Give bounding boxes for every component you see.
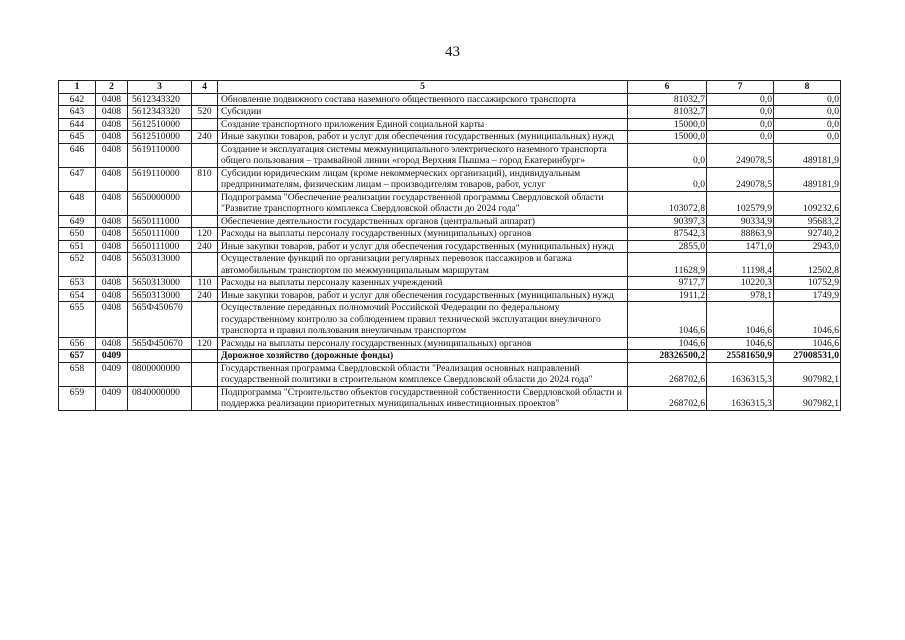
amount-col7: 11198,4 bbox=[707, 253, 774, 277]
target-code: 5650000000 bbox=[128, 191, 192, 215]
amount-col6: 1046,6 bbox=[628, 337, 707, 350]
item-name: Дорожное хозяйство (дорожные фонды) bbox=[218, 350, 628, 363]
table-row bbox=[59, 289, 841, 302]
expense-kind bbox=[192, 215, 218, 228]
amount-col8: 1749,9 bbox=[774, 289, 841, 302]
amount-col7: 0,0 bbox=[707, 93, 774, 106]
amount-col8: 92740,2 bbox=[774, 228, 841, 241]
row-number: 644 bbox=[59, 118, 96, 131]
section-code: 0408 bbox=[96, 337, 128, 350]
section-code: 0409 bbox=[96, 350, 128, 363]
amount-col7: 0,0 bbox=[707, 131, 774, 144]
expense-kind bbox=[192, 350, 218, 363]
amount-col6: 15000,0 bbox=[628, 131, 707, 144]
target-code: 0800000000 bbox=[128, 362, 192, 386]
target-code: 565Ф450670 bbox=[128, 302, 192, 338]
table-row bbox=[59, 143, 841, 167]
target-code: 5650111000 bbox=[128, 240, 192, 253]
expense-kind: 240 bbox=[192, 289, 218, 302]
section-code: 0408 bbox=[96, 167, 128, 191]
row-number: 646 bbox=[59, 143, 96, 167]
table-row bbox=[59, 253, 841, 277]
col-header-2: 2 bbox=[96, 81, 128, 94]
amount-col7: 90334,9 bbox=[707, 215, 774, 228]
section-code: 0408 bbox=[96, 143, 128, 167]
col-header-8: 8 bbox=[774, 81, 841, 94]
table-row bbox=[59, 215, 841, 228]
budget-table bbox=[58, 80, 841, 411]
amount-col7: 0,0 bbox=[707, 106, 774, 119]
table-body bbox=[59, 93, 841, 410]
item-name: Субсидии bbox=[218, 106, 628, 119]
col-header-6: 6 bbox=[628, 81, 707, 94]
item-name: Государственная программа Свердловской области "Реализация основных направлений государственной политики в строительном комплексе Свердловской области до 2024 года" bbox=[218, 362, 628, 386]
amount-col8: 907982,1 bbox=[774, 386, 841, 410]
amount-col6: 103072,8 bbox=[628, 191, 707, 215]
amount-col6: 15000,0 bbox=[628, 118, 707, 131]
target-code: 5650111000 bbox=[128, 215, 192, 228]
table-row bbox=[59, 277, 841, 290]
amount-col8: 1046,6 bbox=[774, 302, 841, 338]
table-row bbox=[59, 228, 841, 241]
section-code: 0408 bbox=[96, 240, 128, 253]
target-code: 5612510000 bbox=[128, 118, 192, 131]
amount-col7: 10220,3 bbox=[707, 277, 774, 290]
col-header-1: 1 bbox=[59, 81, 96, 94]
expense-kind bbox=[192, 118, 218, 131]
row-number: 653 bbox=[59, 277, 96, 290]
section-code: 0408 bbox=[96, 106, 128, 119]
target-code bbox=[128, 350, 192, 363]
row-number: 651 bbox=[59, 240, 96, 253]
table-row bbox=[59, 386, 841, 410]
amount-col6: 28326500,2 bbox=[628, 350, 707, 363]
item-name: Субсидии юридическим лицам (кроме некоммерческих организаций), индивидуальным предпринимателям, физическим лицам – производителям товаров, работ, услуг bbox=[218, 167, 628, 191]
col-header-3: 3 bbox=[128, 81, 192, 94]
amount-col8: 2943,0 bbox=[774, 240, 841, 253]
amount-col8: 95683,2 bbox=[774, 215, 841, 228]
item-name: Создание и эксплуатация системы межмуниципального электрического наземного транспорта общего пользования – трамвайной линии «город Верхняя Пышма – город Екатеринбург» bbox=[218, 143, 628, 167]
item-name: Осуществление функций по организации регулярных перевозок пассажиров и багажа автомобильным транспортом по межмуниципальным маршрутам bbox=[218, 253, 628, 277]
section-code: 0408 bbox=[96, 289, 128, 302]
row-number: 656 bbox=[59, 337, 96, 350]
amount-col6: 0,0 bbox=[628, 167, 707, 191]
amount-col8: 12502,8 bbox=[774, 253, 841, 277]
table-row bbox=[59, 131, 841, 144]
item-name: Подпрограмма "Строительство объектов государственной собственности Свердловской области и поддержка реализации приоритетных муниципальных инвестиционных проектов" bbox=[218, 386, 628, 410]
target-code: 5612343320 bbox=[128, 93, 192, 106]
table-row bbox=[59, 337, 841, 350]
table-row bbox=[59, 191, 841, 215]
item-name: Расходы на выплаты персоналу государственных (муниципальных) органов bbox=[218, 228, 628, 241]
col-header-7: 7 bbox=[707, 81, 774, 94]
item-name: Иные закупки товаров, работ и услуг для обеспечения государственных (муниципальных) нужд bbox=[218, 240, 628, 253]
row-number: 658 bbox=[59, 362, 96, 386]
amount-col8: 489181,9 bbox=[774, 167, 841, 191]
expense-kind bbox=[192, 191, 218, 215]
row-number: 654 bbox=[59, 289, 96, 302]
item-name: Обновление подвижного состава наземного общественного пассажирского транспорта bbox=[218, 93, 628, 106]
expense-kind bbox=[192, 253, 218, 277]
row-number: 655 bbox=[59, 302, 96, 338]
amount-col7: 88863,9 bbox=[707, 228, 774, 241]
amount-col7: 1046,6 bbox=[707, 302, 774, 338]
amount-col7: 1046,6 bbox=[707, 337, 774, 350]
section-code: 0409 bbox=[96, 362, 128, 386]
expense-kind: 120 bbox=[192, 228, 218, 241]
target-code: 5619110000 bbox=[128, 167, 192, 191]
row-number: 643 bbox=[59, 106, 96, 119]
table-row bbox=[59, 93, 841, 106]
target-code: 5650111000 bbox=[128, 228, 192, 241]
expense-kind: 810 bbox=[192, 167, 218, 191]
target-code: 5650313000 bbox=[128, 253, 192, 277]
target-code: 5650313000 bbox=[128, 289, 192, 302]
row-number: 647 bbox=[59, 167, 96, 191]
amount-col8: 27008531,0 bbox=[774, 350, 841, 363]
amount-col7: 1636315,3 bbox=[707, 386, 774, 410]
amount-col8: 0,0 bbox=[774, 118, 841, 131]
amount-col8: 0,0 bbox=[774, 93, 841, 106]
amount-col6: 81032,7 bbox=[628, 106, 707, 119]
amount-col7: 249078,5 bbox=[707, 167, 774, 191]
table-row bbox=[59, 362, 841, 386]
amount-col6: 81032,7 bbox=[628, 93, 707, 106]
item-name: Иные закупки товаров, работ и услуг для обеспечения государственных (муниципальных) нужд bbox=[218, 131, 628, 144]
amount-col6: 268702,6 bbox=[628, 362, 707, 386]
section-code: 0408 bbox=[96, 277, 128, 290]
expense-kind: 240 bbox=[192, 131, 218, 144]
expense-kind: 110 bbox=[192, 277, 218, 290]
row-number: 652 bbox=[59, 253, 96, 277]
amount-col7: 0,0 bbox=[707, 118, 774, 131]
table-row bbox=[59, 118, 841, 131]
section-code: 0409 bbox=[96, 386, 128, 410]
row-number: 642 bbox=[59, 93, 96, 106]
table-row bbox=[59, 106, 841, 119]
amount-col6: 2855,0 bbox=[628, 240, 707, 253]
table-row bbox=[59, 350, 841, 363]
header-row bbox=[59, 81, 841, 94]
row-number: 649 bbox=[59, 215, 96, 228]
item-name: Расходы на выплаты персоналу государственных (муниципальных) органов bbox=[218, 337, 628, 350]
expense-kind bbox=[192, 362, 218, 386]
amount-col6: 90397,3 bbox=[628, 215, 707, 228]
amount-col8: 907982,1 bbox=[774, 362, 841, 386]
amount-col7: 102579,9 bbox=[707, 191, 774, 215]
row-number: 659 bbox=[59, 386, 96, 410]
item-name: Расходы на выплаты персоналу казенных учреждений bbox=[218, 277, 628, 290]
amount-col7: 1471,0 bbox=[707, 240, 774, 253]
table-row bbox=[59, 240, 841, 253]
section-code: 0408 bbox=[96, 253, 128, 277]
expense-kind: 240 bbox=[192, 240, 218, 253]
page-number: 43 bbox=[445, 44, 460, 60]
item-name: Подпрограмма "Обеспечение реализации государственной программы Свердловской области "Развитие транспортного комплекса Свердловской области до 2024 года" bbox=[218, 191, 628, 215]
section-code: 0408 bbox=[96, 93, 128, 106]
amount-col7: 978,1 bbox=[707, 289, 774, 302]
section-code: 0408 bbox=[96, 191, 128, 215]
target-code: 5619110000 bbox=[128, 143, 192, 167]
table-row bbox=[59, 167, 841, 191]
amount-col8: 489181,9 bbox=[774, 143, 841, 167]
item-name: Осуществление переданных полномочий Российской Федерации по федеральному государственному контролю за соблюдением правил технической эксплуатации внеуличного транспорта и правил пользования внеуличным транспортом bbox=[218, 302, 628, 338]
col-header-4: 4 bbox=[192, 81, 218, 94]
amount-col6: 87542,3 bbox=[628, 228, 707, 241]
amount-col6: 9717,7 bbox=[628, 277, 707, 290]
expense-kind bbox=[192, 386, 218, 410]
expense-kind bbox=[192, 302, 218, 338]
section-code: 0408 bbox=[96, 302, 128, 338]
target-code: 0840000000 bbox=[128, 386, 192, 410]
amount-col8: 10752,9 bbox=[774, 277, 841, 290]
section-code: 0408 bbox=[96, 118, 128, 131]
amount-col6: 11628,9 bbox=[628, 253, 707, 277]
expense-kind bbox=[192, 93, 218, 106]
row-number: 657 bbox=[59, 350, 96, 363]
amount-col7: 1636315,3 bbox=[707, 362, 774, 386]
amount-col6: 268702,6 bbox=[628, 386, 707, 410]
expense-kind: 520 bbox=[192, 106, 218, 119]
target-code: 565Ф450670 bbox=[128, 337, 192, 350]
amount-col8: 1046,6 bbox=[774, 337, 841, 350]
section-code: 0408 bbox=[96, 215, 128, 228]
target-code: 5650313000 bbox=[128, 277, 192, 290]
amount-col6: 1911,2 bbox=[628, 289, 707, 302]
row-number: 645 bbox=[59, 131, 96, 144]
item-name: Иные закупки товаров, работ и услуг для обеспечения государственных (муниципальных) нужд bbox=[218, 289, 628, 302]
amount-col8: 0,0 bbox=[774, 106, 841, 119]
amount-col8: 0,0 bbox=[774, 131, 841, 144]
expense-kind bbox=[192, 143, 218, 167]
row-number: 648 bbox=[59, 191, 96, 215]
item-name: Обеспечение деятельности государственных органов (центральный аппарат) bbox=[218, 215, 628, 228]
expense-kind: 120 bbox=[192, 337, 218, 350]
section-code: 0408 bbox=[96, 131, 128, 144]
section-code: 0408 bbox=[96, 228, 128, 241]
row-number: 650 bbox=[59, 228, 96, 241]
amount-col6: 0,0 bbox=[628, 143, 707, 167]
amount-col7: 249078,5 bbox=[707, 143, 774, 167]
amount-col6: 1046,6 bbox=[628, 302, 707, 338]
item-name: Создание транспортного приложения Единой социальной карты bbox=[218, 118, 628, 131]
amount-col8: 109232,6 bbox=[774, 191, 841, 215]
col-header-5: 5 bbox=[218, 81, 628, 94]
target-code: 5612343320 bbox=[128, 106, 192, 119]
table-row bbox=[59, 302, 841, 338]
amount-col7: 25581650,9 bbox=[707, 350, 774, 363]
target-code: 5612510000 bbox=[128, 131, 192, 144]
